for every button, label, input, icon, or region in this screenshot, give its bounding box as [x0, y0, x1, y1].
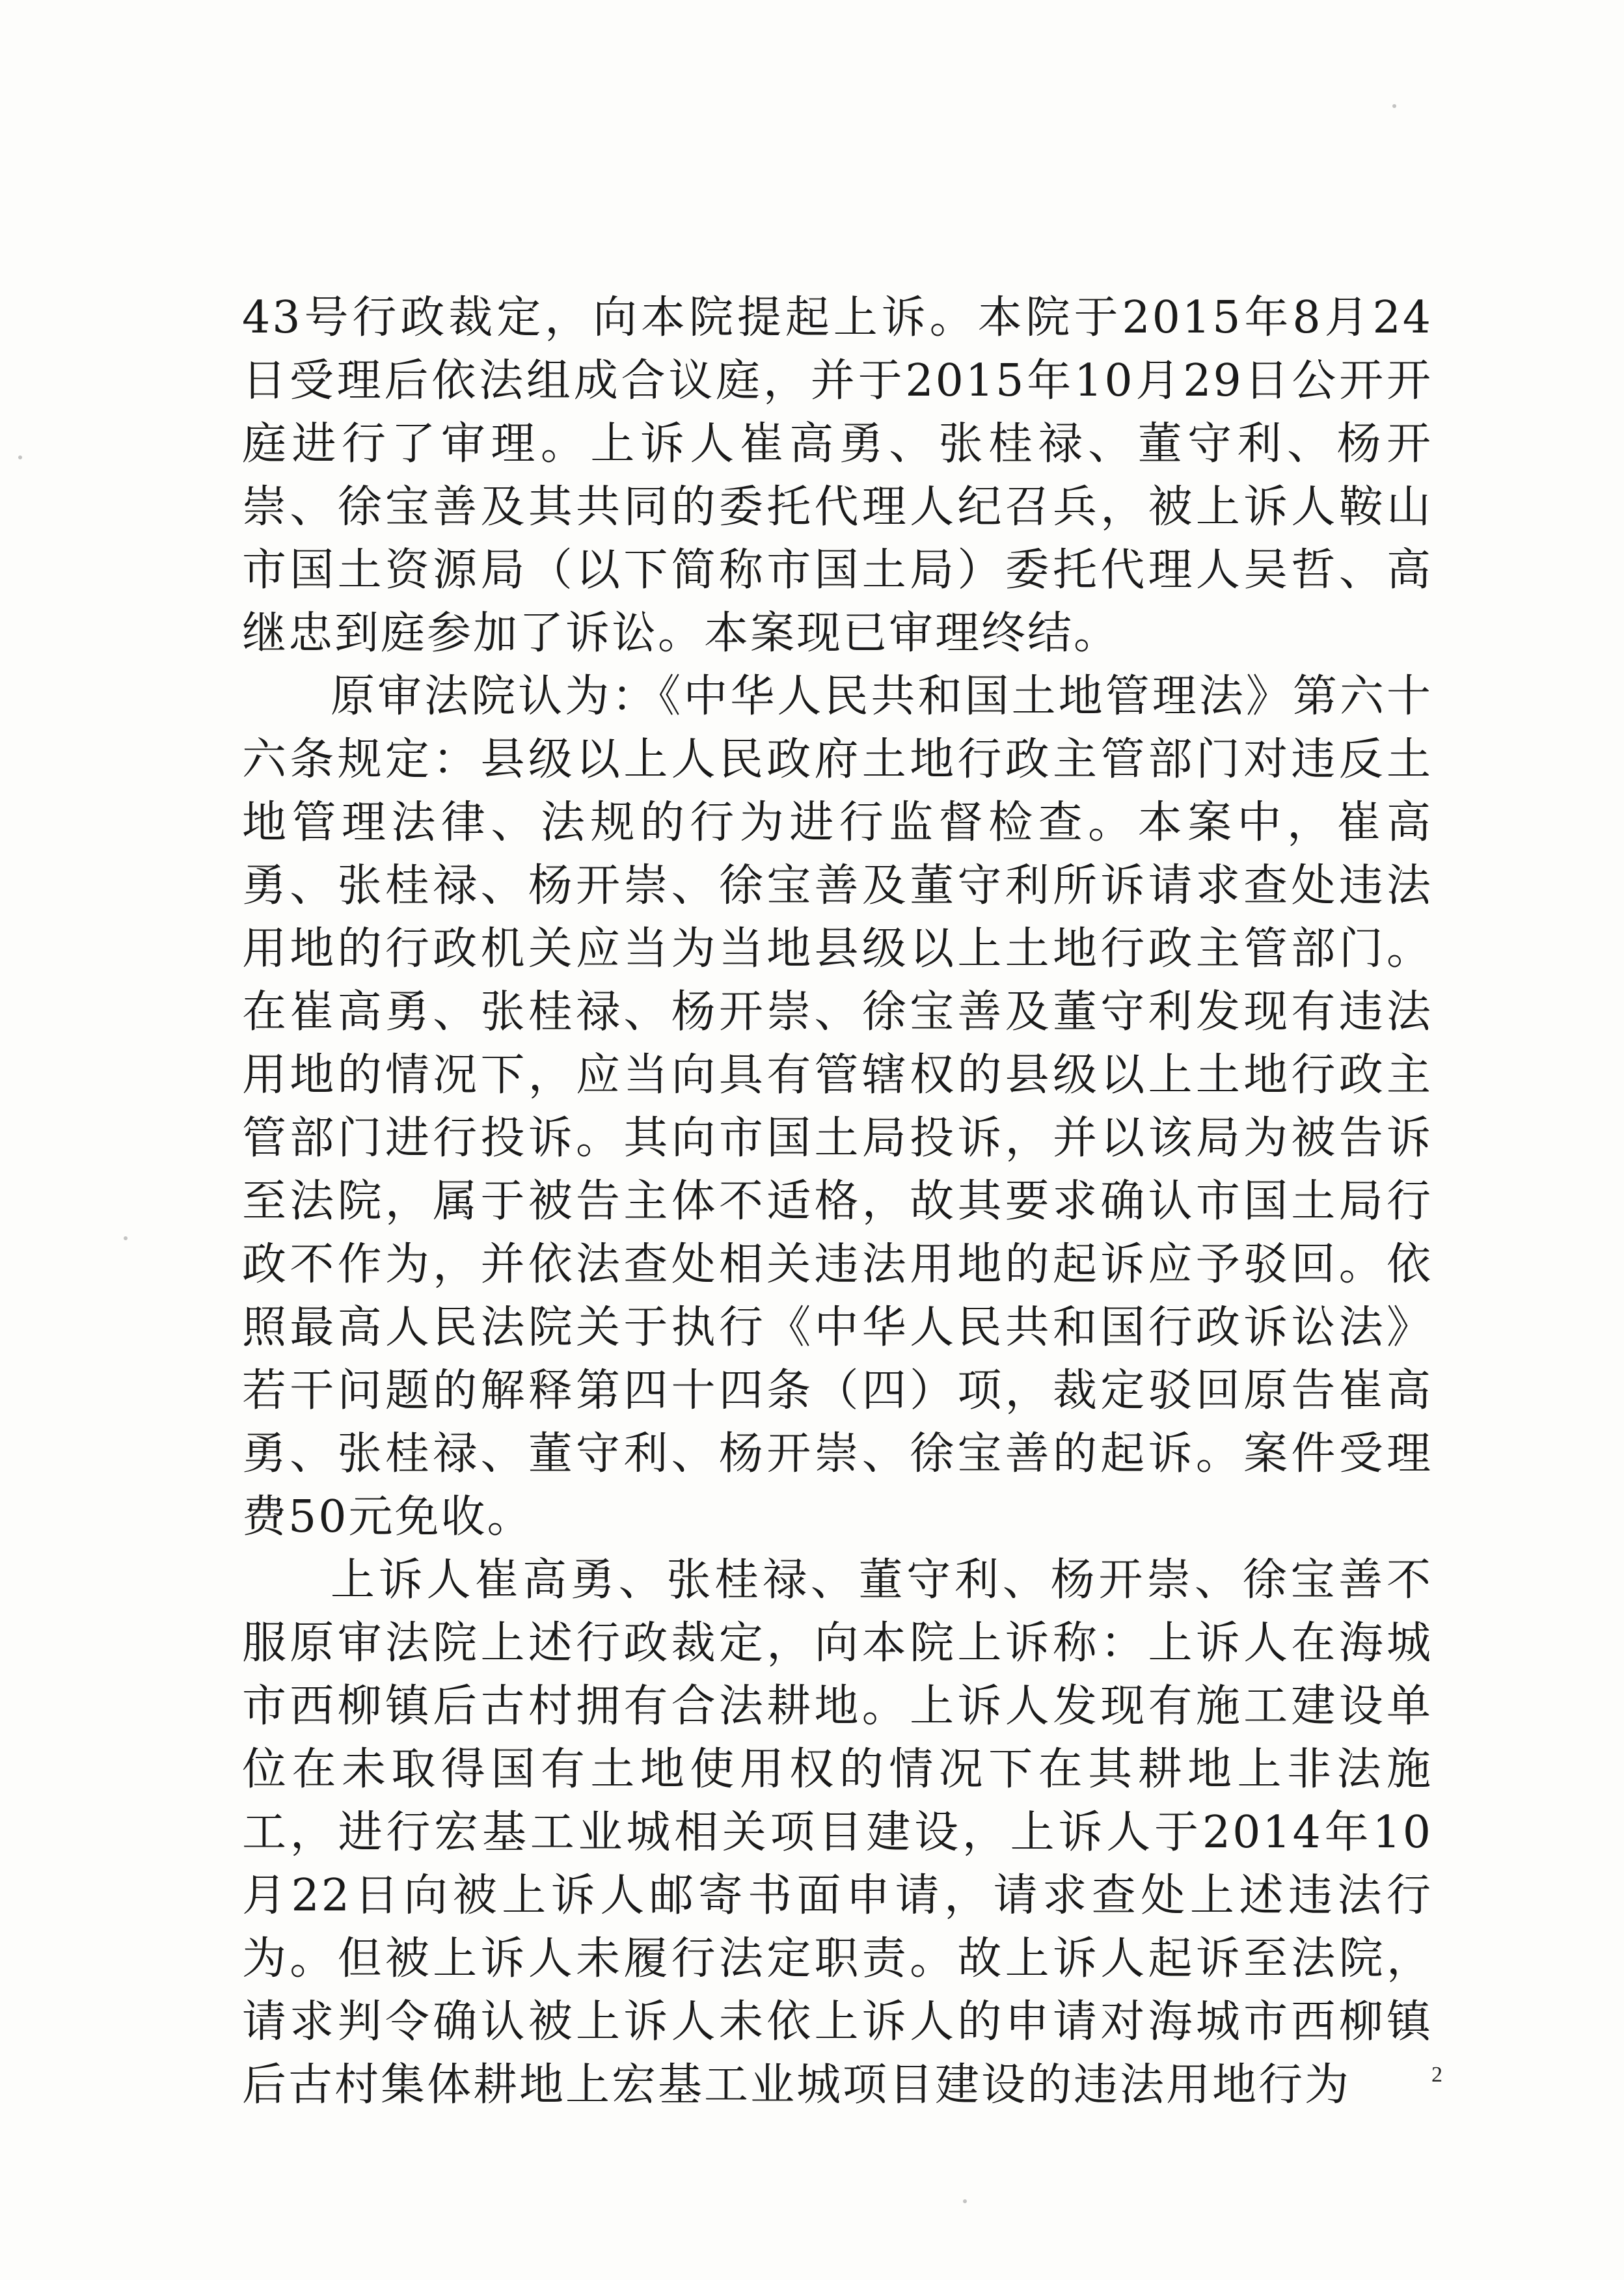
paragraph-original-court-opinion: 原审法院认为：《中华人民共和国土地管理法》第六十六条规定：县级以上人民政府土地行政主管部门对违反土地管理法律、法规的行为进行监督检查。本案中，崔高勇、张桂禄、杨开崇、徐宝善及董守利所诉请求查处违法用地的行政机关应当为当地县级以上土地行政主管部门。在崔高勇、张桂禄、杨开崇、徐宝善及董守利发现有违法用地的情况下，应当向具有管辖权的县级以上土地行政主管部门进行投诉。其向市国土局投诉，并以该局为被告诉至法院，属于被告主体不适格，故其要求确认市国土局行政不作为，并依法查处相关违法用地的起诉应予驳回。依照最高人民法院关于执行《中华人民共和国行政诉讼法》若干问题的解释第四十四条（四）项，裁定驳回原告崔高勇、张桂禄、董守利、杨开崇、徐宝善的起诉。案件受理费50元免收。 [242, 671, 1433, 1543]
scan-speck [124, 1236, 128, 1240]
paragraph-appeal-claims: 上诉人崔高勇、张桂禄、董守利、杨开崇、徐宝善不服原审法院上述行政裁定，向本院上诉称：上诉人在海城市西柳镇后古村拥有合法耕地。上诉人发现有施工建设单位在未取得国有土地使用权的情况下在其耕地上非法施工，进行宏基工业城相关项目建设，上诉人于2014年10月22日向被上诉人邮寄书面申请，请求查处上述违法行为。但被上诉人未履行法定职责。故上诉人起诉至法院，请求判令确认被上诉人未依上诉人的申请对海城市西柳镇后古村集体耕地上宏基工业城项目建设的违法用地行为 [242, 1554, 1433, 2111]
paragraph-continuation: 43号行政裁定，向本院提起上诉。本院于2015年8月24日受理后依法组成合议庭，并于2015年10月29日公开开庭进行了审理。上诉人崔高勇、张桂禄、董守利、杨开崇、徐宝善及其共同的委托代理人纪召兵，被上诉人鞍山市国土资源局（以下简称市国土局）委托代理人吴哲、高继忠到庭参加了诉讼。本案现已审理终结。 [242, 292, 1433, 659]
page-number: 2 [1431, 2063, 1442, 2087]
scan-speck [18, 455, 22, 459]
document-body [242, 286, 1433, 2117]
scan-speck [963, 2199, 967, 2203]
scan-speck [1392, 104, 1396, 108]
